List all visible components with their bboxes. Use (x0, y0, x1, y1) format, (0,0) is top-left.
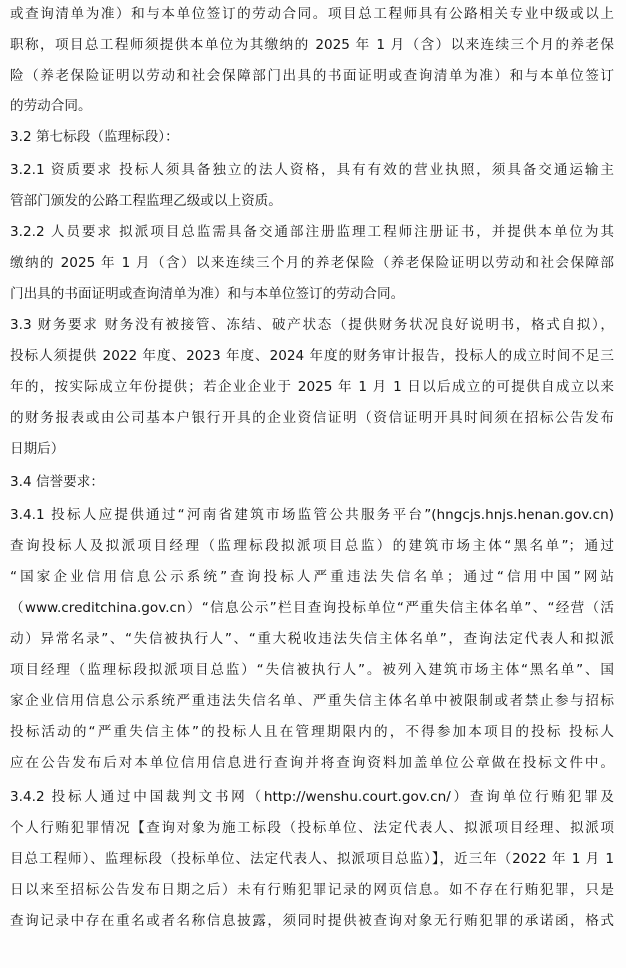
text-line: 个人行贿犯罪情况【查询对象为施工标段（投标单位、法定代表人、拟派项目经理、拟派项 (10, 820, 614, 836)
text-line: 查询投标人及拟派项目经理（监理标段拟派项目总监）的建筑市场主体“黑名单”；通过 (10, 538, 614, 554)
text-line: 或查询清单为准）和与本单位签订的劳动合同。项目总工程师具有公路相关专业中级或以上 (10, 6, 614, 22)
text-line: 门出具的书面证明或查询清单为准）和与本单位签订的劳动合同。 (10, 286, 405, 302)
text-line: 职称，项目总工程师须提供本单位为其缴纳的 2025 年 1 月（含）以来连续三个月的养老保 (10, 37, 614, 53)
text-line: 投标活动的“严重失信主体”的投标人且在管理期限内的，不得参加本项目的投标 投标人 (10, 724, 614, 740)
text-line: 3.2.2 人员要求 拟派项目总监需具备交通部注册监理工程师注册证书，并提供本单位为其 (10, 224, 614, 240)
text-line: 3.4.2 投标人通过中国裁判文书网（http://wenshu.court.gov.cn/）查询单位行贿犯罪及 (10, 789, 614, 805)
text-line: 3.4.1 投标人应提供通过“河南省建筑市场监管公共服务平台”(hngcjs.hnjs.henan.gov.cn) (10, 507, 614, 523)
text-line: 险（养老保险证明以劳动和社会保障部门出具的书面证明或查询清单为准）和与本单位签订 (10, 68, 614, 84)
text-line: “国家企业信用信息公示系统”查询投标人严重违法失信名单；通过“信用中国”网站 (10, 569, 614, 585)
text-line: （www.creditchina.gov.cn）“信息公示”栏目查询投标单位“严重失信主体名单”、“经营（活 (10, 600, 614, 616)
text-line: 日期后） (10, 441, 65, 457)
text-line: 管部门颁发的公路工程监理乙级或以上资质。 (10, 193, 282, 209)
text-line: 缴纳的 2025 年 1 月（含）以来连续三个月的养老保险（养老保险证明以劳动和社会保障部 (10, 255, 614, 271)
text-line: 查询记录中存在重名或者名称信息披露，须同时提供被查询对象无行贿犯罪的承诺函，格式 (10, 913, 614, 929)
text-line: 项目经理（监理标段拟派项目总监）“失信被执行人”。被列入建筑市场主体“黑名单”、国 (10, 662, 614, 678)
text-line: 的劳动合同。 (10, 98, 92, 114)
text-line: 家企业信用信息公示系统严重违法失信名单、严重失信主体名单中被限制或者禁止参与招标 (10, 693, 614, 709)
text-line: 目总工程师）、监理标段（投标单位、法定代表人、拟派项目总监）】，近三年（2022 年 1 月 1 (10, 851, 614, 867)
text-line: 动）异常名录”、“失信被执行人”、“重大税收违法失信主体名单”，查询法定代表人和拟派 (10, 631, 614, 647)
text-line: 投标人须提供 2022 年度、2023 年度、2024 年度的财务审计报告，投标人的成立时间不足三 (10, 348, 614, 364)
text-line: 的财务报表或由公司基本户银行开具的企业资信证明（资信证明开具时间须在招标公告发布 (10, 410, 614, 426)
text-line: 日以来至招标公告发布日期之后）未有行贿犯罪记录的网页信息。如不存在行贿犯罪，只是 (10, 882, 614, 898)
text-line: 3.2.1 资质要求 投标人须具备独立的法人资格，具有有效的营业执照，须具备交通运输主 (10, 162, 614, 178)
text-line: 年的，按实际成立年份提供；若企业企业于 2025 年 1 月 1 日以后成立的可提供自成立以来 (10, 379, 614, 395)
section-heading-3-4: 3.4 信誉要求： (10, 474, 104, 490)
text-line: 应在公告发布后对本单位信用信息进行查询并将查询资料加盖单位公章做在投标文件中。 (10, 755, 614, 771)
text-line: 3.3 财务要求 财务没有被接管、冻结、破产状态（提供财务状况良好说明书，格式自拟）， (10, 317, 614, 333)
section-heading-3-2: 3.2 第七标段（监理标段）： (10, 129, 179, 145)
